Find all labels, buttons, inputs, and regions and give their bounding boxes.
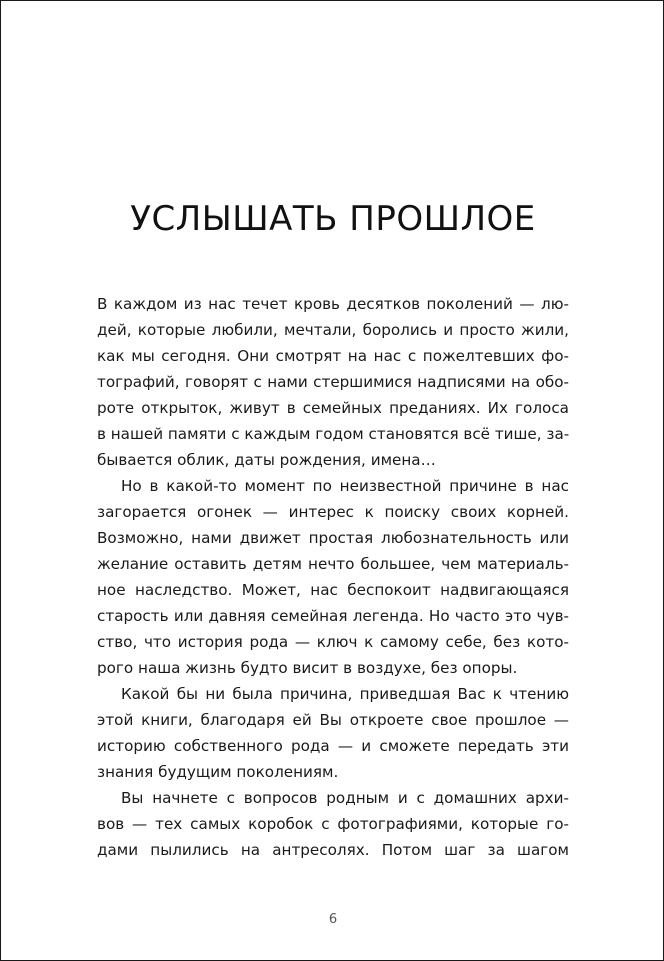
text-line: Какой бы ни была причина, приведшая Вас к чтению bbox=[121, 685, 569, 703]
text-line: дей, которые любили, мечтали, боролись и просто жили, bbox=[97, 321, 569, 339]
text-line: бывается облик, даты рождения, имена… bbox=[97, 451, 436, 469]
page-number: 6 bbox=[328, 912, 338, 927]
text-line: как мы сегодня. Они смотрят на нас с пожелтевших фо- bbox=[97, 347, 569, 365]
text-line: в нашей памяти с каждым годом становятся всё тише, за- bbox=[97, 425, 570, 443]
text-line: Но в какой-то момент по неизвестной причине в нас bbox=[121, 477, 569, 495]
text-line: ство, что история рода — ключ к самому себе, без кото- bbox=[97, 633, 569, 651]
text-line: ное наследство. Может, нас беспокоит надвигающаяся bbox=[97, 581, 569, 599]
text-line: Вы начнете с вопросов родным и с домашних архи- bbox=[121, 789, 569, 807]
text-line: желание оставить детям нечто большее, чем материаль- bbox=[97, 555, 569, 573]
paragraph bbox=[97, 473, 569, 681]
text-line: загорается огонек — интерес к поиску своих корней. bbox=[97, 503, 569, 521]
text-line: старость или давняя семейная легенда. Но часто это чув- bbox=[97, 607, 569, 625]
text-line: Возможно, нами движет простая любознательность или bbox=[97, 529, 569, 547]
text-line: историю собственного рода — и сможете передать эти bbox=[97, 737, 569, 755]
body-text bbox=[97, 291, 569, 863]
chapter-title: УСЛЫШАТЬ ПРОШЛОЕ bbox=[130, 199, 536, 239]
paragraph bbox=[97, 785, 569, 863]
text-line: роте открыток, живут в семейных преданиях. Их голоса bbox=[97, 399, 569, 417]
paragraph bbox=[97, 291, 569, 473]
text-line: знания будущим поколениям. bbox=[97, 763, 339, 781]
text-line: тографий, говорят с нами стершимися надписями на обо- bbox=[97, 373, 569, 391]
paragraph bbox=[97, 681, 569, 785]
text-line: вов — тех самых коробок с фотографиями, которые го- bbox=[97, 815, 569, 833]
text-line: этой книги, благодаря ей Вы откроете свое прошлое — bbox=[97, 711, 569, 729]
text-line: В каждом из нас течет кровь десятков поколений — лю- bbox=[97, 295, 569, 313]
text-line: рого наша жизнь будто висит в воздухе, без опоры. bbox=[97, 659, 518, 677]
text-line: дами пылились на антресолях. Потом шаг за шагом bbox=[97, 841, 569, 859]
